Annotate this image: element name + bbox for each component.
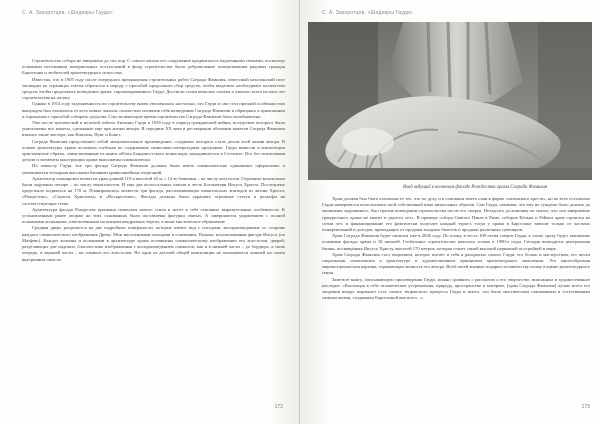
paragraph: Храм Саграда Фамилия будет окончен уже в 2026 году. По плану, в честь 100-летия смерти Гауди, к этому сроку будут закончены основные фасады храма и 18 шпилей. Глобальное строительство началось только в 1980-е годы. Сегодня возводится центральная башня, посвящённая Иисусу Христу, высотой 170 метров, которая станет самой высокой церковной постройкой в мире. <box>322 233 590 251</box>
running-head: С. А. Закоротцев. «Шедевры Гауди» <box>322 10 413 16</box>
paragraph: Строительство собора не завершено до сих пор. С самого начала его сооружение продвигалось медленными темпами, поскольку основным источником материальных поступлений в фонд строительства были добровольные пожертвования рядовых граждан Барселоны и любителей архитектурного искусства. <box>22 58 285 76</box>
paragraph: Средняя дверь разделяется на две подробные поверхности, которые имеют вид с гнездами, воспроизведенные со стороны каждого символического изображения Древа. Меж наслоенными пальцами в основании. Пальма, использованная фигуре Иисуса (по Матфею). Каждое колонна и колоннами в архитектуре храма посвящены символическому изображению его апостолов, дверей, разделяющих две надписи, благочестиво изображенная с воспроизведением символов, как и в нижней части – до бордюра, в свою очередь, в верхней части – на символе его апостолов. Но одни из деталей общей композиции не оказываются лишней на своем внутреннем смысле. <box>22 225 285 262</box>
paragraph: Известно, что в 1905 году после очередного прекращения строительных работ Саграда Фамилия, известный каталонский поэт заговорил ко страницах газеты обратился к народу с просьбой продолжить сбор средств, чтобы выделить необходимое количество средств, чтобы продолжить возведение храма, спроектированного Гауди. Достигли сотни немалых оплаты и хватило всего на пять лет строительства на оплату. <box>22 76 285 101</box>
paragraph: Саграда Фамилия представляет собой монументальное произведение, созданное которого стало делом всей жизни автора. В основе архитектуры храма положена глубокая по содержанию символико-литературная программа. Гауди вынесли в композиции христианские образы, заимствованные из книги аббата Бандонестского монастыря, находившегося в Сеговиле. Все без исключения детали и элементы конструкции храма выполнены символически. <box>22 138 285 163</box>
paragraph: Храм должен был быть отличным от тех, что по духу, и в основном иметь план в форме «латинского креста», но во всех остальных Гауди намеревался использовать свой собственный язык визуальных образов. Сам Гауди, понимая, что ему не суждено было дожить до окончания задуманного, был против возведения строительства после его смерти. Незадолго до кончины он сказал, что «на завершение грандиозного храма не хватит и двухсот лет». В примере собора Святого Павла в Риме, соборов Кёльна и Реймса храм строился на сотни лет, и финансирование его фактически получает каждый турист, тогда у храма в Барселоне зависят только от частных пожертвований и доходов, приходящих от продажи входных билетов и продажи различных сувениров. <box>322 196 590 233</box>
paragraph: Однако в 1914 году задолженность по строительству вновь увеличилась настолько, что Гауди и сам стал прочной особенностью вынужден был отказаться от всех новых заказов, полностью посвятив себя возведению Саграда Фамилии и обращаясь к прихожанам и горожанам с просьбой собирать средства. Спустя некоторое время строительство Саграда Фамилии было возобновлено. <box>22 101 285 119</box>
paragraph: По замыслу Гауди, все три фасада Саграда Фамилия должны были иметь символические одинаковое оформление и увенчиваться четырьмя высокими башнями криволинейных очертаний. <box>22 163 285 175</box>
facade-sculpture-photo <box>308 22 592 180</box>
paragraph: Храм Саграда Фамилия стал творением, которое питает и себя в раскрытых самого Гауди, его болью и мастерством, его почти сакральным отношением к архитектуре и художественным принципам архитектурного мышления. Это многообразная мировоззренческая картина, отражающая личность его автора. Всей своей жизнью подарил человечеству поэму в камне архитектурного гения. <box>322 251 590 276</box>
paragraph: Архитектор планировал возвести храм длиной 110 и высотой 45 м, с 12-ю башнями – по числу апостолов. Огромные колокольни были задуманы четыре – по числу евангелистов. И еще два колоссальных шпиля в честь Богоматери Иисуса Христа. Последнему предстояло подняться на 170 м. Планировалось возвести три фасада, рассказывающих евангельских эпизодов из жизни Христа: «Рождество», «Страсти Христовы» и «Воскресение». Фасады должны были украшать огромные статуи и рельефы на соответствующие темы. <box>22 175 285 206</box>
paragraph: Заметьте книгу, описывающую произведения Гауди, можно сравнить с рассказом о его творчестве, вписанном в художественное наследие. «Воплощая в себе человеческие устремления, природу, пространство и материю, [храм Саграда Фамилия] лучше всего его творения вокруг выражает суть самого творческого процесса Гауди и иного, что было мистическим пониманием и естественным гимном жизни, созданным Барселоной вне всего...» <box>322 276 590 301</box>
running-head: С. А. Закоротцев. «Шедевры Гауди» <box>22 10 113 16</box>
paragraph: Архитектура фасада Рождества признана символом нового стиля и несет в себе основные выразительные особенности. К установленным ранее опорам на этих основаниях были поставлены фигурки святых. А завершаются украшением с полной основными колоннами, ответвленными на шапкам квадратных чертах, в ниже мистическое обрамление. <box>22 206 285 225</box>
page-number: 173 <box>581 404 590 410</box>
photo-illustration <box>308 22 592 180</box>
right-page <box>300 0 600 424</box>
paragraph: Уже после трагической и нелепой гибели Антонио Гауди в 1936 году в период гражданской войны, вследствие которого были уничтожены все макеты, сделанные еще при жизни автора. В середине ХХ века в реставрации обломков макетов Саграда Фамилии взялись такие мастера, как Кинтана, Пуиг и Бонет. <box>22 120 285 138</box>
body-text <box>322 196 590 401</box>
page-number: 172 <box>274 404 283 410</box>
photo-caption: Вход ведущий в колонном фасаде Рождества храма Саграда Фамилия <box>402 185 548 190</box>
body-text <box>22 58 285 398</box>
